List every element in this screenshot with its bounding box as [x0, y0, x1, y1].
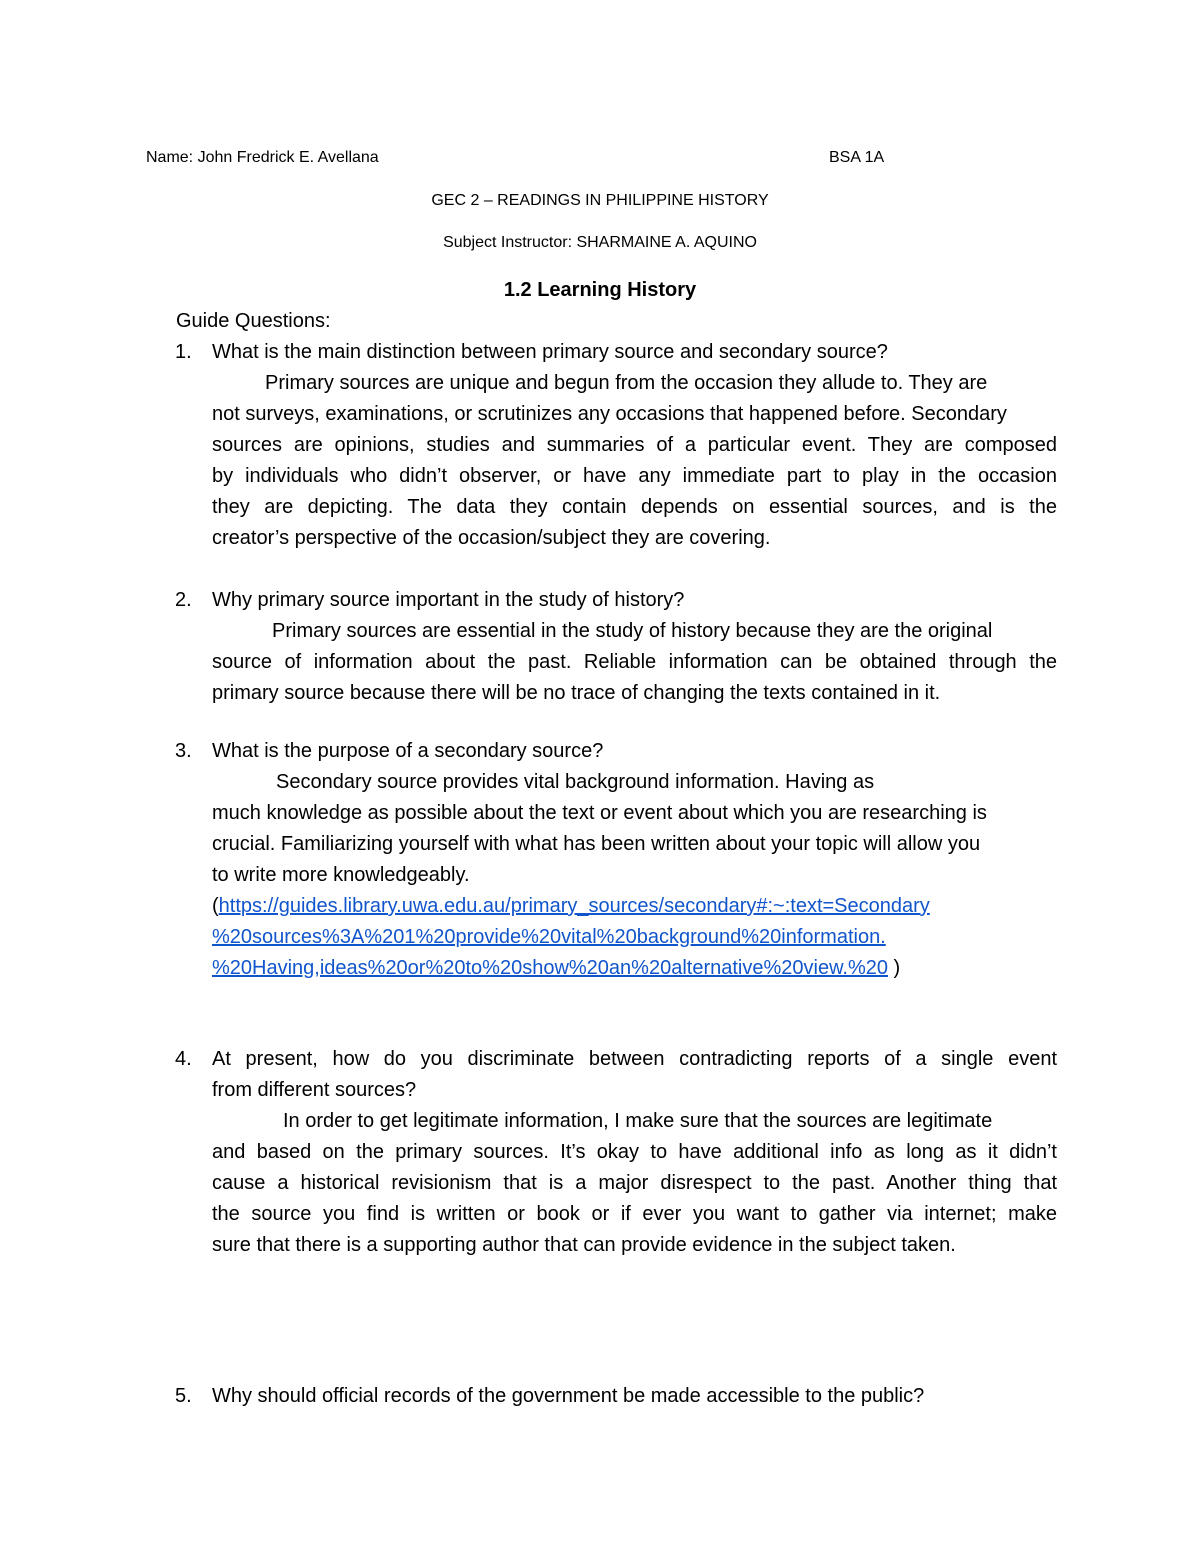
- reference-link-line: [212, 924, 1057, 950]
- answer-line: primary source because there will be no trace of changing the texts contained in it.: [212, 682, 941, 704]
- answer-line: source of information about the past. Reliable information can be obtained through the: [212, 651, 1057, 673]
- question-number: 1.: [175, 341, 192, 363]
- answer-line: the source you find is written or book or if ever you want to gather via internet; make: [212, 1203, 1057, 1225]
- reference-link[interactable]: https://guides.library.uwa.edu.au/primary_sources/secondary#:~:text=Secondary: [218, 895, 930, 917]
- reference-link[interactable]: %20sources%3A%201%20provide%20vital%20background%20information.: [212, 926, 886, 948]
- answer-line: Primary sources are essential in the study of history because they are the original: [272, 620, 993, 642]
- question-text: Why primary source important in the study of history?: [212, 589, 685, 611]
- answer-line: sources are opinions, studies and summaries of a particular event. They are composed: [212, 434, 1057, 456]
- answer-line: not surveys, examinations, or scrutinizes any occasions that happened before. Secondary: [212, 403, 1007, 425]
- student-name: Name: John Fredrick E. Avellana: [146, 149, 379, 166]
- page-title: 1.2 Learning History: [503, 279, 697, 301]
- question-number: 5.: [175, 1385, 192, 1407]
- answer-line: they are depicting. The data they contain depends on essential sources, and is the: [212, 496, 1057, 518]
- question-text: Why should official records of the government be made accessible to the public?: [212, 1385, 925, 1407]
- student-section: BSA 1A: [829, 149, 885, 166]
- question-text: from different sources?: [212, 1079, 417, 1101]
- question-number: 3.: [175, 740, 192, 762]
- guide-questions-heading: Guide Questions:: [176, 310, 331, 332]
- answer-line: In order to get legitimate information, I make sure that the sources are legitimate: [283, 1110, 993, 1132]
- course-title: GEC 2 – READINGS IN PHILIPPINE HISTORY: [431, 192, 769, 209]
- answer-line: sure that there is a supporting author that can provide evidence in the subject taken.: [212, 1234, 956, 1256]
- open-paren: (: [212, 895, 219, 917]
- close-paren: ): [888, 957, 901, 979]
- question-number: 2.: [175, 589, 192, 611]
- answer-line: cause a historical revisionism that is a major disrespect to the past. Another thing that: [212, 1172, 1057, 1194]
- reference-link[interactable]: %20Having,ideas%20or%20to%20show%20an%20alternative%20view.%20: [212, 957, 888, 979]
- answer-line: Secondary source provides vital background information. Having as: [276, 771, 875, 793]
- reference-link-line: [212, 893, 1057, 919]
- question-number: 4.: [175, 1048, 192, 1070]
- answer-line: Primary sources are unique and begun from the occasion they allude to. They are: [265, 372, 988, 394]
- answer-line: to write more knowledgeably.: [212, 864, 470, 886]
- question-text: What is the main distinction between primary source and secondary source?: [212, 341, 888, 363]
- answer-line: creator’s perspective of the occasion/subject they are covering.: [212, 527, 771, 549]
- answer-line: and based on the primary sources. It’s okay to have additional info as long as it didn’t: [212, 1141, 1057, 1163]
- answer-line: by individuals who didn’t observer, or have any immediate part to play in the occasion: [212, 465, 1057, 487]
- subject-instructor: Subject Instructor: SHARMAINE A. AQUINO: [443, 234, 757, 251]
- answer-line: much knowledge as possible about the text or event about which you are researching is: [212, 802, 987, 824]
- question-text: What is the purpose of a secondary source?: [212, 740, 604, 762]
- answer-line: crucial. Familiarizing yourself with what has been written about your topic will allow you: [212, 833, 981, 855]
- question-text: At present, how do you discriminate between contradicting reports of a single event: [212, 1048, 1057, 1070]
- reference-link-line: [212, 955, 1057, 981]
